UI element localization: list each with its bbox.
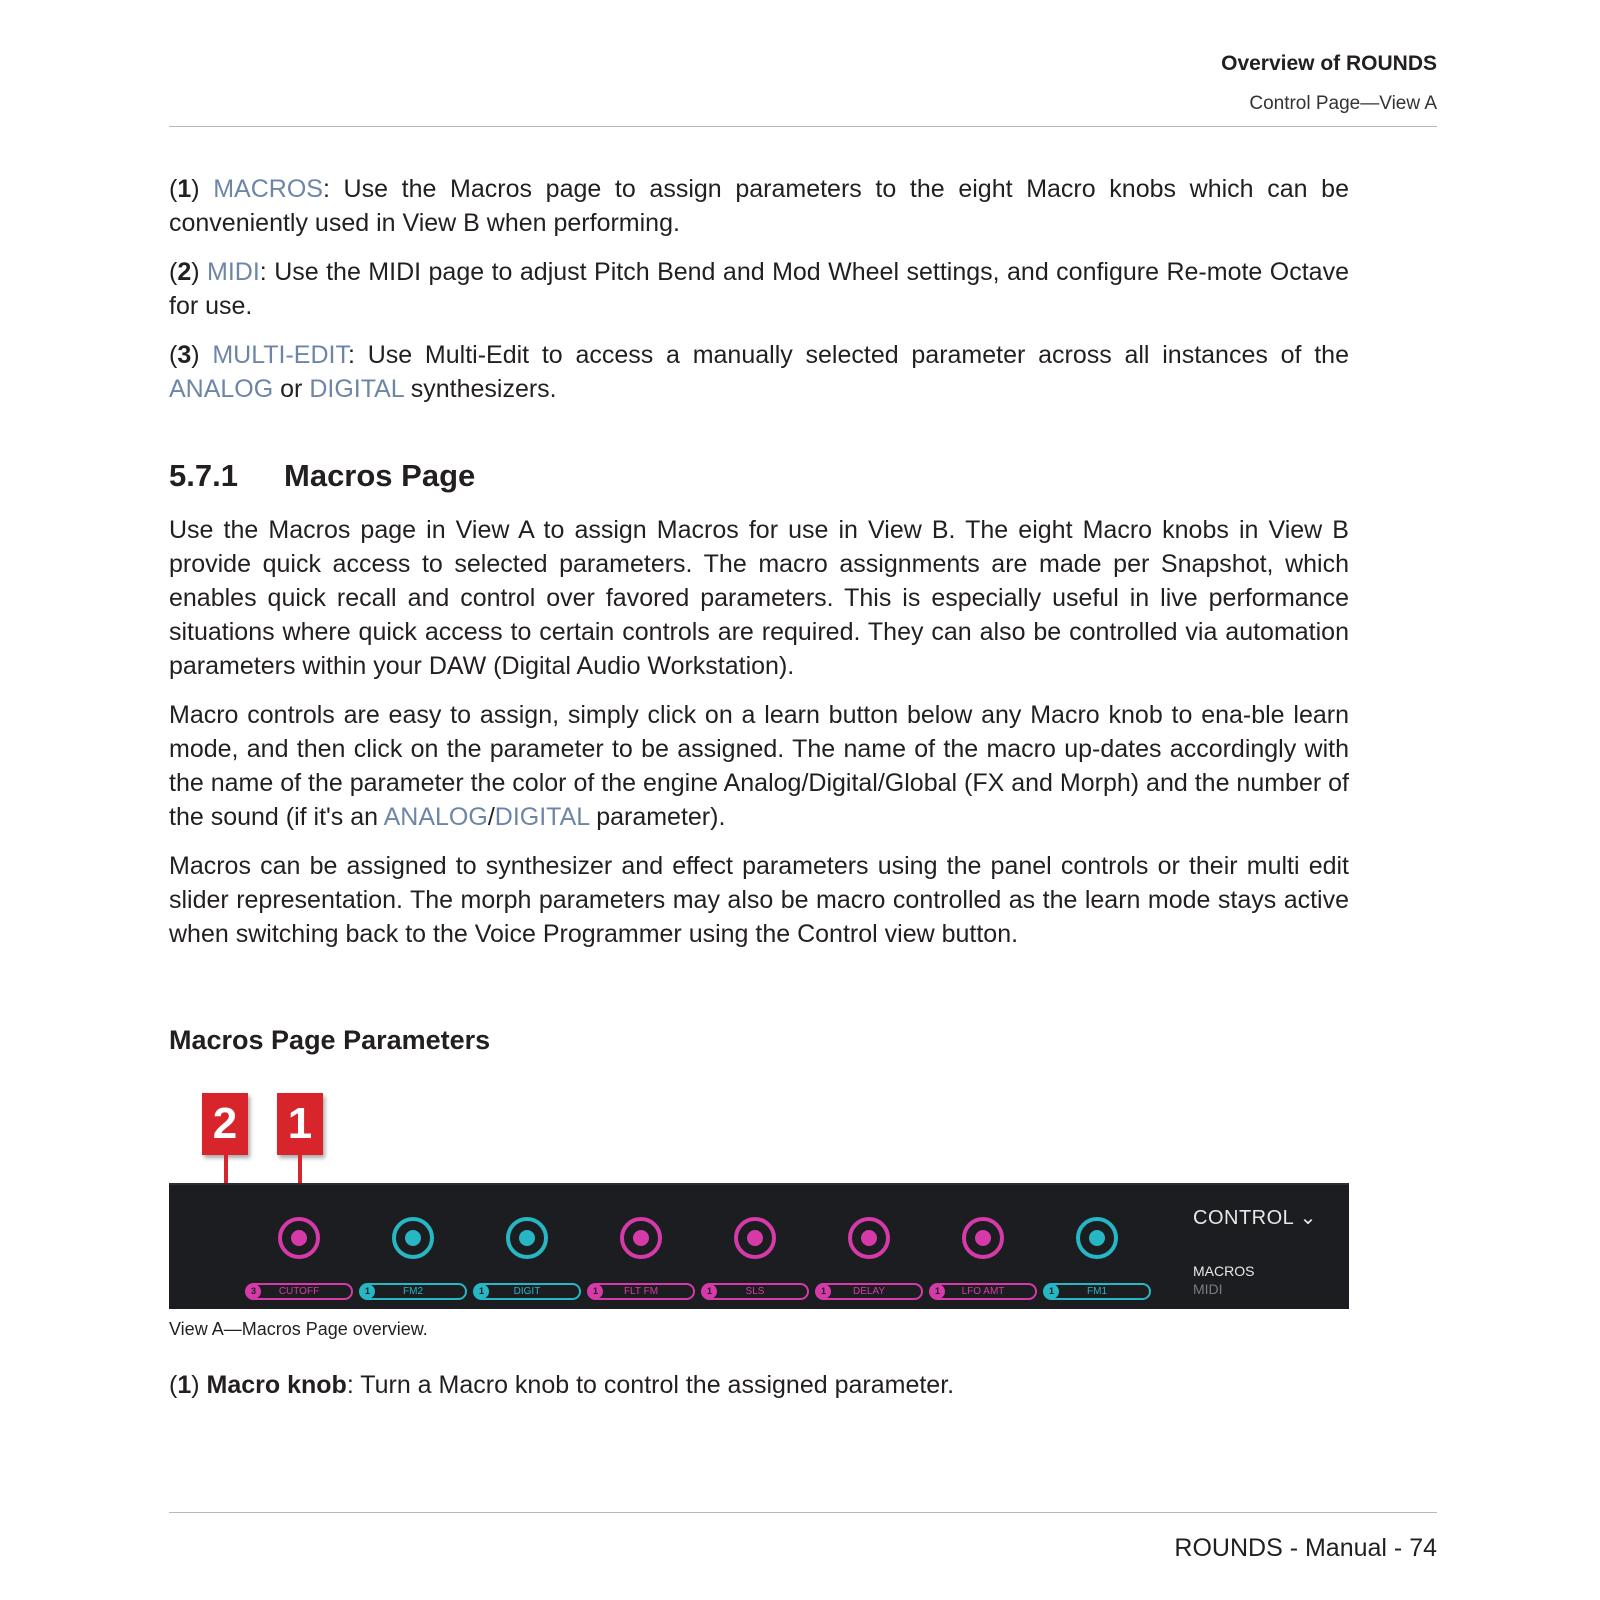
macro-knob[interactable] [848,1217,890,1259]
macro-label: CUTOFF [278,1286,320,1297]
macros-screenshot [169,1183,1349,1309]
macro-knob[interactable] [962,1217,1004,1259]
macro-label: FLT FM [623,1286,659,1297]
digital-link[interactable]: DIGITAL [309,375,404,403]
macro-knob[interactable] [620,1217,662,1259]
intro-item-1: (1) MACROS: Use the Macros page to assign parameters to the eight Macro knobs which can be conveniently used in View B when performing. [169,175,1349,237]
knob-indicator [975,1230,991,1246]
macro-knob[interactable] [734,1217,776,1259]
macro-label: SLS [745,1286,765,1297]
paragraph-2-tail: parameter). [589,803,726,831]
macro-knob[interactable] [1076,1217,1118,1259]
macro-knob[interactable] [392,1217,434,1259]
learn-button[interactable] [1043,1283,1151,1300]
knob-indicator [291,1230,307,1246]
menu-macros[interactable]: MACROS [1193,1263,1255,1279]
paragraph-1: Use the Macros page in View A to assign Macros for use in View B. The eight Macro knobs in View B provide quick access to selected parameters. The macro assignments are made per Snapshot, which enables quick recall and control over favored parameters. This is especially useful in live performance situations where quick access to certain controls are required. They can also be controlled via automation parameters within your DAW (Digital Audio Workstation). [169,516,1349,680]
knob-indicator [861,1230,877,1246]
item-text: : Turn a Macro knob to control the assigned parameter. [346,1371,955,1399]
item-number: 1 [177,1371,192,1399]
sound-number: 3 [246,1284,261,1299]
item-text-mid: or [273,375,310,403]
menu-midi[interactable]: MIDI [1193,1281,1223,1297]
sound-number: 1 [816,1284,831,1299]
macro-label: FM1 [1087,1286,1107,1297]
sound-number: 1 [588,1284,603,1299]
midi-link[interactable]: MIDI [207,258,260,286]
learn-button[interactable] [245,1283,353,1300]
macro-label: FM2 [403,1286,423,1297]
sound-number: 1 [1044,1284,1059,1299]
body-text [169,513,1349,966]
chevron-down-icon: ⌄ [1299,1207,1317,1229]
knob-indicator [1089,1230,1105,1246]
control-dropdown[interactable] [1193,1205,1317,1230]
multi-edit-link[interactable]: MULTI-EDIT [212,341,348,369]
sound-number: 1 [474,1284,489,1299]
knob-indicator [633,1230,649,1246]
knob-indicator [405,1230,421,1246]
knob-indicator [747,1230,763,1246]
item-term: Macro knob [206,1371,347,1399]
macro-label: DELAY [852,1286,886,1297]
digital-link[interactable]: DIGITAL [494,803,590,831]
learn-button[interactable] [815,1283,923,1300]
section-title: Macros Page [284,458,476,493]
control-label: CONTROL [1193,1207,1294,1229]
analog-link[interactable]: ANALOG [169,375,274,403]
section-heading [169,458,475,494]
paragraph-3: Macros can be assigned to synthesizer and effect parameters using the panel controls or their multi edit slider representation. The morph parameters may also be macro controlled as the learn mode stays active when switching back to the Voice Programmer using the Control view button. [169,852,1349,948]
paragraph-2 [169,698,1349,834]
item-text: : Use the Macros page to assign parameters to the eight Macro knobs which can be conveniently used in View B when performing. [169,175,1349,237]
learn-button[interactable] [473,1283,581,1300]
item-text: : Use the MIDI page to adjust Pitch Bend and Mod Wheel settings, and configure Re-mote Octave for use. [169,258,1349,320]
intro-list [169,172,1349,421]
knob-indicator [519,1230,535,1246]
section-number: 5.7.1 [169,458,238,493]
intro-item-2: (2) MIDI: Use the MIDI page to adjust Pitch Bend and Mod Wheel settings, and configure Re-mote Octave for use. [169,258,1349,320]
figure-caption: View A—Macros Page overview. [169,1319,428,1339]
item-text-tail: synthesizers. [403,375,557,403]
learn-button[interactable] [701,1283,809,1300]
sound-number: 1 [360,1284,375,1299]
paragraph-2-text: Macro controls are easy to assign, simply click on a learn button below any Macro knob to ena-ble learn mode, and then click on the parameter to be assigned. The name of the macro up-dates accordingly with the name of the parameter the color of the engine Analog/Digital/Global (FX and Morph) and the number of the sound (if it's an [169,701,1349,831]
page-header-title: Overview of ROUNDS [1221,52,1437,75]
callout-2: 2 [202,1093,248,1155]
learn-button[interactable] [359,1283,467,1300]
item-macro-knob: (1) Macro knob: Turn a Macro knob to control the assigned parameter. [169,1371,955,1399]
header-rule [169,126,1437,127]
learn-button[interactable] [587,1283,695,1300]
macro-knob[interactable] [506,1217,548,1259]
analog-link[interactable]: ANALOG [383,803,488,831]
subheading: Macros Page Parameters [169,1025,491,1055]
page-header-subtitle: Control Page—View A [1249,93,1437,114]
macros-link[interactable]: MACROS [213,175,323,203]
footer-rule [169,1512,1437,1513]
page-footer: ROUNDS - Manual - 74 [1174,1534,1437,1562]
item-number: 3 [177,341,192,369]
item-text: : Use Multi-Edit to access a manually selected parameter across all instances of the [347,341,1349,369]
learn-button[interactable] [929,1283,1037,1300]
callout-1: 1 [277,1093,323,1155]
sound-number: 1 [702,1284,717,1299]
macro-label: DIGIT [513,1286,541,1297]
macro-label: LFO AMT [961,1286,1005,1297]
separator: / [487,803,495,831]
item-number: 1 [177,175,192,203]
macro-knob[interactable] [278,1217,320,1259]
item-number: 2 [177,258,192,286]
intro-item-3: (3) MULTI-EDIT: Use Multi-Edit to access a manually selected parameter across all instances of the ANALOG or DIGITAL synthesizers. [169,341,1349,403]
sound-number: 1 [930,1284,945,1299]
